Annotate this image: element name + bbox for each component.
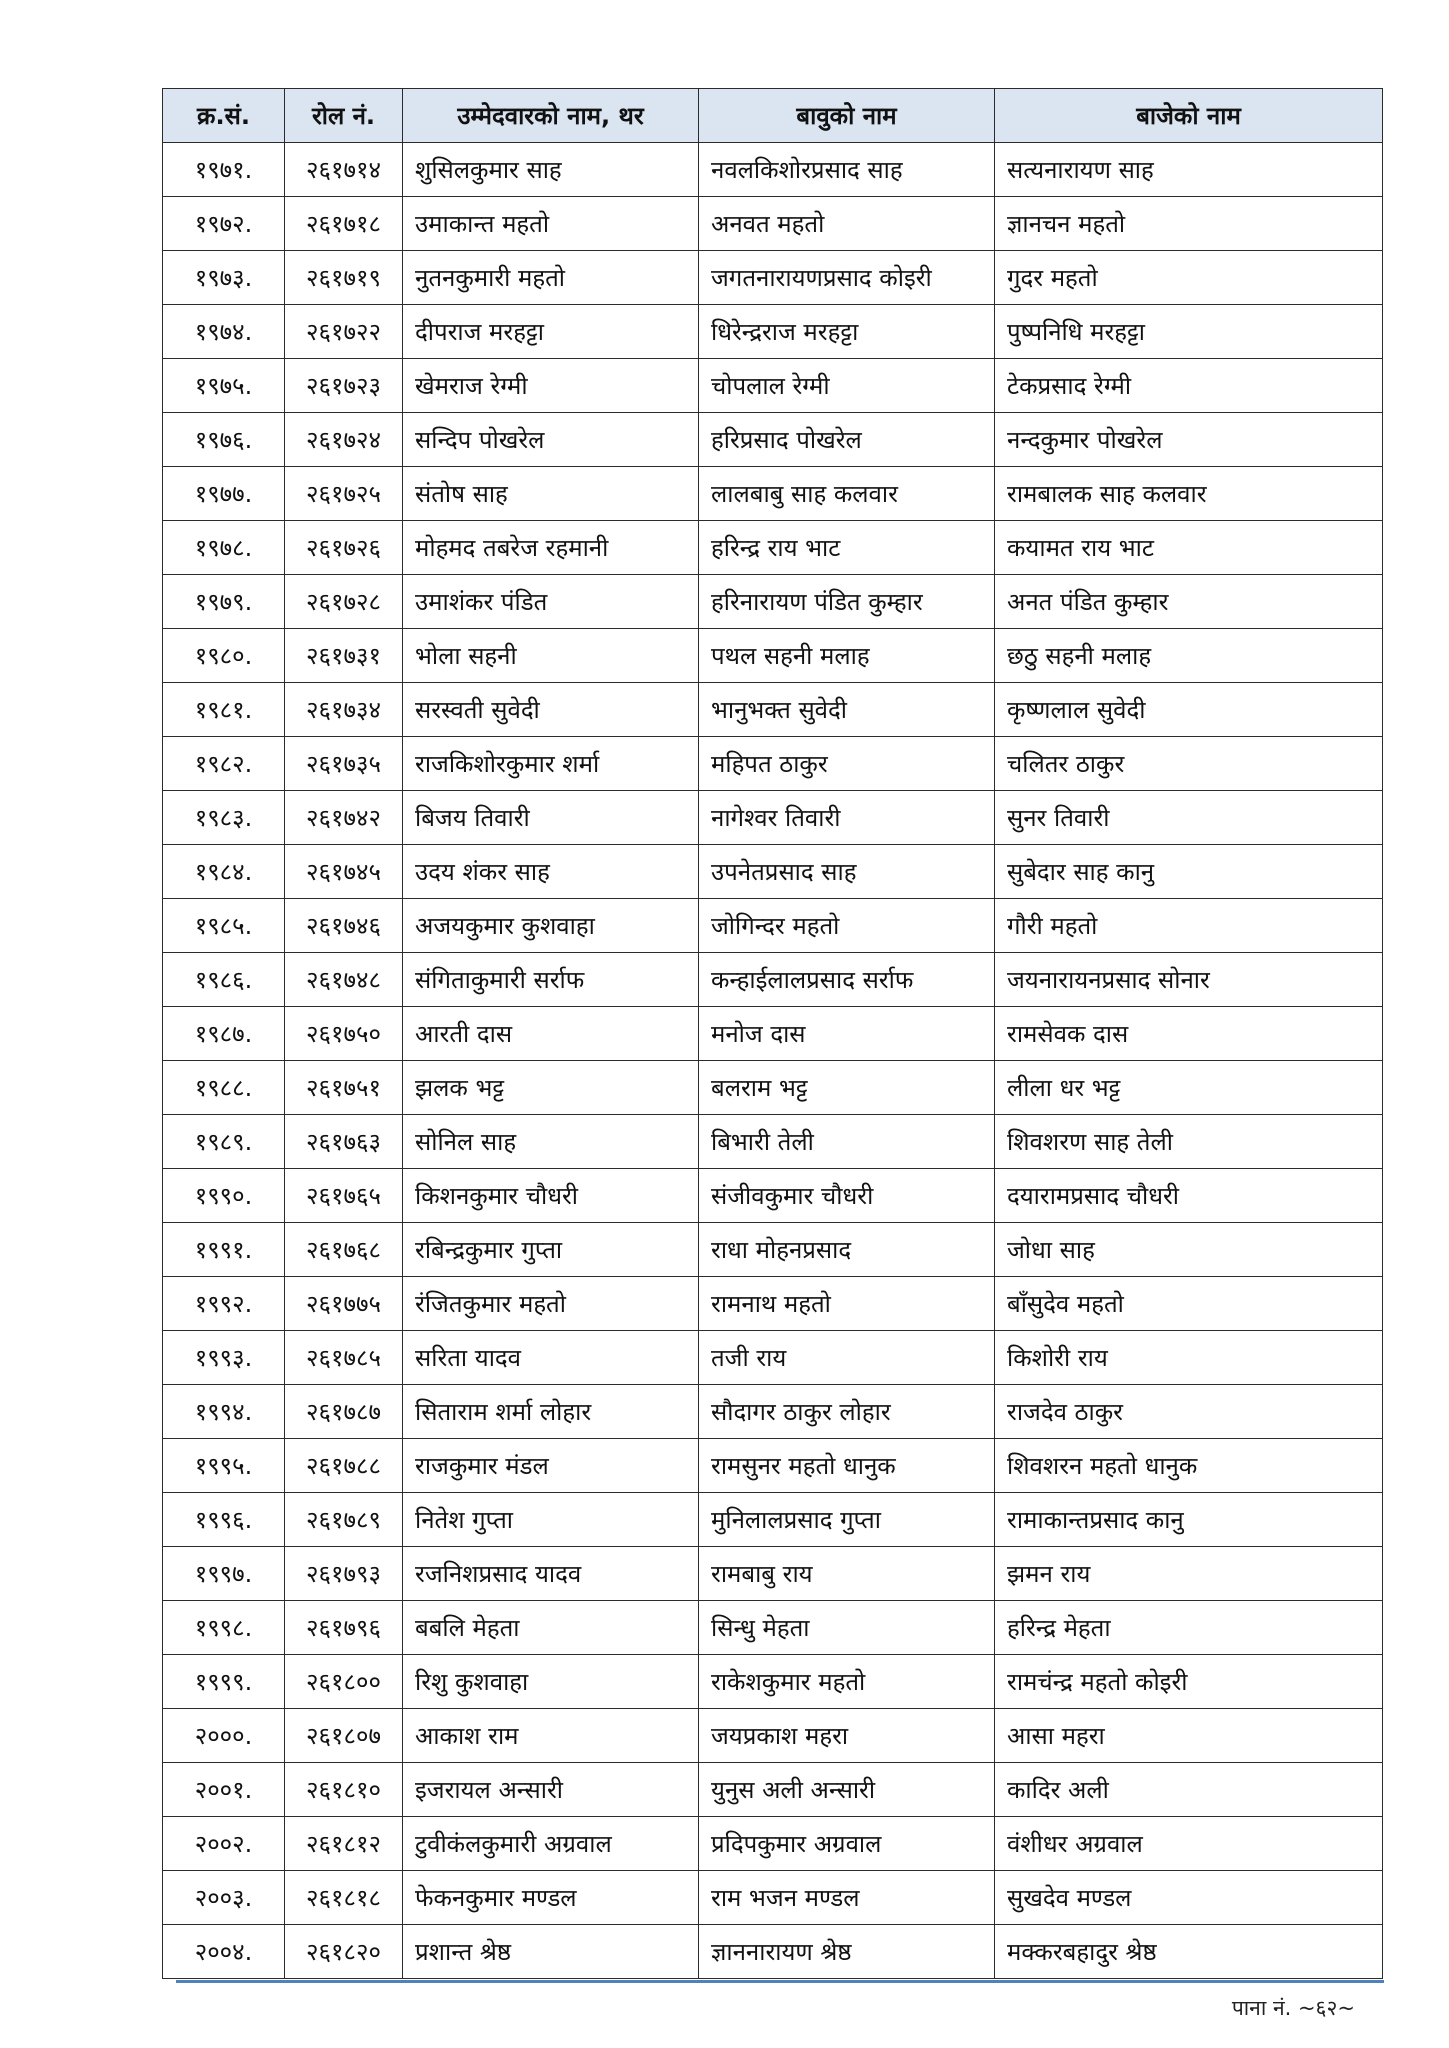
- table-row: [163, 1547, 1383, 1601]
- candidate-name-cell: बिजय तिवारी: [403, 791, 699, 845]
- serial-cell: १९९०.: [163, 1169, 285, 1223]
- father-name-cell: सिन्धु मेहता: [699, 1601, 995, 1655]
- father-name-cell: चोपलाल रेग्मी: [699, 359, 995, 413]
- serial-cell: १९८०.: [163, 629, 285, 683]
- candidate-name-cell: खेमराज रेग्मी: [403, 359, 699, 413]
- serial-cell: १९७४.: [163, 305, 285, 359]
- grandfather-name-cell: कादिर अली: [995, 1763, 1383, 1817]
- table-row: [163, 899, 1383, 953]
- grandfather-name-cell: रामाकान्तप्रसाद कानु: [995, 1493, 1383, 1547]
- roll-number-cell: २६१७८७: [285, 1385, 403, 1439]
- grandfather-name-cell: आसा महरा: [995, 1709, 1383, 1763]
- candidate-name-cell: दीपराज मरहट्टा: [403, 305, 699, 359]
- serial-cell: १९७३.: [163, 251, 285, 305]
- father-name-cell: रामबाबु राय: [699, 1547, 995, 1601]
- roll-number-cell: २६१७६८: [285, 1223, 403, 1277]
- table-row: [163, 1439, 1383, 1493]
- table-row: [163, 791, 1383, 845]
- roll-number-cell: २६१७६३: [285, 1115, 403, 1169]
- table-row: [163, 1601, 1383, 1655]
- candidate-name-cell: उमाकान्त महतो: [403, 197, 699, 251]
- table-row: [163, 359, 1383, 413]
- roll-number-cell: २६१७९६: [285, 1601, 403, 1655]
- roll-number-cell: २६१७२४: [285, 413, 403, 467]
- father-name-cell: सौदागर ठाकुर लोहार: [699, 1385, 995, 1439]
- father-name-cell: जगतनारायणप्रसाद कोइरी: [699, 251, 995, 305]
- candidate-name-cell: राजकिशोरकुमार शर्मा: [403, 737, 699, 791]
- grandfather-name-cell: रामसेवक दास: [995, 1007, 1383, 1061]
- father-name-cell: नागेश्वर तिवारी: [699, 791, 995, 845]
- father-name-cell: हरिप्रसाद पोखरेल: [699, 413, 995, 467]
- candidate-name-cell: बबलि मेहता: [403, 1601, 699, 1655]
- header-row: [163, 89, 1383, 143]
- serial-cell: १९८२.: [163, 737, 285, 791]
- father-name-cell: बिभारी तेली: [699, 1115, 995, 1169]
- father-name-cell: रामनाथ महतो: [699, 1277, 995, 1331]
- table-row: [163, 1709, 1383, 1763]
- serial-cell: १९८७.: [163, 1007, 285, 1061]
- candidate-name-cell: सिताराम शर्मा लोहार: [403, 1385, 699, 1439]
- roll-number-cell: २६१७२२: [285, 305, 403, 359]
- grandfather-name-cell: सुनर तिवारी: [995, 791, 1383, 845]
- father-name-cell: उपनेतप्रसाद साह: [699, 845, 995, 899]
- table-row: [163, 1277, 1383, 1331]
- table-row: [163, 1817, 1383, 1871]
- roll-number-cell: २६१७१९: [285, 251, 403, 305]
- table-row: [163, 845, 1383, 899]
- table-row: [163, 413, 1383, 467]
- header-father-name: बावुको नाम: [699, 89, 995, 143]
- candidate-name-cell: उमाशंकर पंडित: [403, 575, 699, 629]
- serial-cell: १९९६.: [163, 1493, 285, 1547]
- grandfather-name-cell: दयारामप्रसाद चौधरी: [995, 1169, 1383, 1223]
- candidate-name-cell: शुसिलकुमार साह: [403, 143, 699, 197]
- table-body: [163, 143, 1383, 1979]
- grandfather-name-cell: बाँसुदेव महतो: [995, 1277, 1383, 1331]
- page-number: पाना नं. ~६२~: [1231, 1996, 1355, 2020]
- father-name-cell: पथल सहनी मलाह: [699, 629, 995, 683]
- father-name-cell: धिरेन्द्रराज मरहट्टा: [699, 305, 995, 359]
- father-name-cell: हरिन्द्र राय भाट: [699, 521, 995, 575]
- grandfather-name-cell: राजदेव ठाकुर: [995, 1385, 1383, 1439]
- father-name-cell: मुनिलालप्रसाद गुप्ता: [699, 1493, 995, 1547]
- father-name-cell: ज्ञाननारायण श्रेष्ठ: [699, 1925, 995, 1979]
- father-name-cell: अनवत महतो: [699, 197, 995, 251]
- table-row: [163, 521, 1383, 575]
- table-row: [163, 737, 1383, 791]
- grandfather-name-cell: झमन राय: [995, 1547, 1383, 1601]
- table-row: [163, 197, 1383, 251]
- serial-cell: १९७९.: [163, 575, 285, 629]
- candidate-name-cell: मोहमद तबरेज रहमानी: [403, 521, 699, 575]
- grandfather-name-cell: मक्करबहादुर श्रेष्ठ: [995, 1925, 1383, 1979]
- table-row: [163, 1925, 1383, 1979]
- serial-cell: २००२.: [163, 1817, 285, 1871]
- father-name-cell: राधा मोहनप्रसाद: [699, 1223, 995, 1277]
- grandfather-name-cell: लीला धर भट्ट: [995, 1061, 1383, 1115]
- father-name-cell: तजी राय: [699, 1331, 995, 1385]
- father-name-cell: मनोज दास: [699, 1007, 995, 1061]
- grandfather-name-cell: हरिन्द्र मेहता: [995, 1601, 1383, 1655]
- candidate-name-cell: सरिता यादव: [403, 1331, 699, 1385]
- candidate-name-cell: सोनिल साह: [403, 1115, 699, 1169]
- roll-number-cell: २६१७८९: [285, 1493, 403, 1547]
- table-row: [163, 1493, 1383, 1547]
- table-row: [163, 575, 1383, 629]
- serial-cell: १९९२.: [163, 1277, 285, 1331]
- table-row: [163, 1385, 1383, 1439]
- roll-number-cell: २६१७८५: [285, 1331, 403, 1385]
- candidate-name-cell: रंजितकुमार महतो: [403, 1277, 699, 1331]
- roll-number-cell: २६१८१२: [285, 1817, 403, 1871]
- serial-cell: १९९४.: [163, 1385, 285, 1439]
- table-row: [163, 683, 1383, 737]
- father-name-cell: नवलकिशोरप्रसाद साह: [699, 143, 995, 197]
- roll-number-cell: २६१८१८: [285, 1871, 403, 1925]
- father-name-cell: बलराम भट्ट: [699, 1061, 995, 1115]
- father-name-cell: भानुभक्त सुवेदी: [699, 683, 995, 737]
- table-row: [163, 251, 1383, 305]
- grandfather-name-cell: सुबेदार साह कानु: [995, 845, 1383, 899]
- grandfather-name-cell: नन्दकुमार पोखरेल: [995, 413, 1383, 467]
- candidate-name-cell: झलक भट्ट: [403, 1061, 699, 1115]
- candidate-name-cell: सरस्वती सुवेदी: [403, 683, 699, 737]
- table-row: [163, 629, 1383, 683]
- table-row: [163, 1115, 1383, 1169]
- roll-number-cell: २६१७१८: [285, 197, 403, 251]
- serial-cell: १९७८.: [163, 521, 285, 575]
- candidate-name-cell: भोला सहनी: [403, 629, 699, 683]
- roll-number-cell: २६१७४२: [285, 791, 403, 845]
- candidate-name-cell: आकाश राम: [403, 1709, 699, 1763]
- father-name-cell: युनुस अली अन्सारी: [699, 1763, 995, 1817]
- roll-number-cell: २६१७२६: [285, 521, 403, 575]
- serial-cell: १९९५.: [163, 1439, 285, 1493]
- table-row: [163, 143, 1383, 197]
- serial-cell: १९७७.: [163, 467, 285, 521]
- roll-number-cell: २६१८०७: [285, 1709, 403, 1763]
- father-name-cell: रामसुनर महतो धानुक: [699, 1439, 995, 1493]
- grandfather-name-cell: पुष्पनिधि मरहट्टा: [995, 305, 1383, 359]
- serial-cell: १९८५.: [163, 899, 285, 953]
- roll-number-cell: २६१७३५: [285, 737, 403, 791]
- roll-number-cell: २६१७४६: [285, 899, 403, 953]
- roll-number-cell: २६१८००: [285, 1655, 403, 1709]
- candidate-name-cell: फेकनकुमार मण्डल: [403, 1871, 699, 1925]
- candidate-name-cell: रजनिशप्रसाद यादव: [403, 1547, 699, 1601]
- grandfather-name-cell: शिवशरण साह तेली: [995, 1115, 1383, 1169]
- table-row: [163, 1331, 1383, 1385]
- table-row: [163, 953, 1383, 1007]
- table-row: [163, 1763, 1383, 1817]
- serial-cell: १९९८.: [163, 1601, 285, 1655]
- serial-cell: १९७२.: [163, 197, 285, 251]
- grandfather-name-cell: कृष्णलाल सुवेदी: [995, 683, 1383, 737]
- candidate-name-cell: किशनकुमार चौधरी: [403, 1169, 699, 1223]
- grandfather-name-cell: ज्ञानचन महतो: [995, 197, 1383, 251]
- roll-number-cell: २६१७३१: [285, 629, 403, 683]
- grandfather-name-cell: किशोरी राय: [995, 1331, 1383, 1385]
- father-name-cell: हरिनारायण पंडित कुम्हार: [699, 575, 995, 629]
- serial-cell: १९८१.: [163, 683, 285, 737]
- table-row: [163, 1061, 1383, 1115]
- father-name-cell: लालबाबु साह कलवार: [699, 467, 995, 521]
- grandfather-name-cell: कयामत राय भाट: [995, 521, 1383, 575]
- serial-cell: २०००.: [163, 1709, 285, 1763]
- candidate-name-cell: सन्दिप पोखरेल: [403, 413, 699, 467]
- candidate-name-cell: टुवीकंलकुमारी अग्रवाल: [403, 1817, 699, 1871]
- serial-cell: १९८३.: [163, 791, 285, 845]
- table-row: [163, 305, 1383, 359]
- header-serial: क्र.सं.: [163, 89, 285, 143]
- candidate-name-cell: रबिन्द्रकुमार गुप्ता: [403, 1223, 699, 1277]
- father-name-cell: जोगिन्दर महतो: [699, 899, 995, 953]
- serial-cell: २००१.: [163, 1763, 285, 1817]
- grandfather-name-cell: जोधा साह: [995, 1223, 1383, 1277]
- serial-cell: १९७१.: [163, 143, 285, 197]
- candidate-name-cell: प्रशान्त श्रेष्ठ: [403, 1925, 699, 1979]
- serial-cell: १९८८.: [163, 1061, 285, 1115]
- candidate-table: [162, 88, 1383, 1979]
- roll-number-cell: २६१७७५: [285, 1277, 403, 1331]
- serial-cell: १९७६.: [163, 413, 285, 467]
- grandfather-name-cell: सत्यनारायण साह: [995, 143, 1383, 197]
- grandfather-name-cell: टेकप्रसाद रेग्मी: [995, 359, 1383, 413]
- candidate-name-cell: रिशु कुशवाहा: [403, 1655, 699, 1709]
- roll-number-cell: २६१७६५: [285, 1169, 403, 1223]
- father-name-cell: संजीवकुमार चौधरी: [699, 1169, 995, 1223]
- candidate-name-cell: नितेश गुप्ता: [403, 1493, 699, 1547]
- candidate-name-cell: इजरायल अन्सारी: [403, 1763, 699, 1817]
- serial-cell: २००४.: [163, 1925, 285, 1979]
- grandfather-name-cell: शिवशरन महतो धानुक: [995, 1439, 1383, 1493]
- header-roll-number: रोल नं.: [285, 89, 403, 143]
- roll-number-cell: २६१७९३: [285, 1547, 403, 1601]
- roll-number-cell: २६१७२८: [285, 575, 403, 629]
- father-name-cell: महिपत ठाकुर: [699, 737, 995, 791]
- grandfather-name-cell: रामचंन्द्र महतो कोइरी: [995, 1655, 1383, 1709]
- roll-number-cell: २६१७५१: [285, 1061, 403, 1115]
- roll-number-cell: २६१७५०: [285, 1007, 403, 1061]
- header-grandfather-name: बाजेको नाम: [995, 89, 1383, 143]
- table-row: [163, 1169, 1383, 1223]
- candidate-name-cell: उदय शंकर साह: [403, 845, 699, 899]
- candidate-name-cell: संतोष साह: [403, 467, 699, 521]
- serial-cell: १९७५.: [163, 359, 285, 413]
- serial-cell: १९८९.: [163, 1115, 285, 1169]
- roll-number-cell: २६१८२०: [285, 1925, 403, 1979]
- grandfather-name-cell: वंशीधर अग्रवाल: [995, 1817, 1383, 1871]
- roll-number-cell: २६१७१४: [285, 143, 403, 197]
- candidate-name-cell: संगिताकुमारी सर्राफ: [403, 953, 699, 1007]
- table-header: [163, 89, 1383, 143]
- serial-cell: १९९३.: [163, 1331, 285, 1385]
- candidate-name-cell: आरती दास: [403, 1007, 699, 1061]
- grandfather-name-cell: चलितर ठाकुर: [995, 737, 1383, 791]
- header-candidate-name: उम्मेदवारको नाम, थर: [403, 89, 699, 143]
- serial-cell: १९८६.: [163, 953, 285, 1007]
- table-row: [163, 1655, 1383, 1709]
- serial-cell: १९९१.: [163, 1223, 285, 1277]
- table-row: [163, 1007, 1383, 1061]
- roll-number-cell: २६१७८८: [285, 1439, 403, 1493]
- roll-number-cell: २६१८१०: [285, 1763, 403, 1817]
- grandfather-name-cell: अनत पंडित कुम्हार: [995, 575, 1383, 629]
- roll-number-cell: २६१७२३: [285, 359, 403, 413]
- grandfather-name-cell: रामबालक साह कलवार: [995, 467, 1383, 521]
- roll-number-cell: २६१७४८: [285, 953, 403, 1007]
- grandfather-name-cell: सुखदेव मण्डल: [995, 1871, 1383, 1925]
- serial-cell: १९९७.: [163, 1547, 285, 1601]
- serial-cell: २००३.: [163, 1871, 285, 1925]
- table-row: [163, 1871, 1383, 1925]
- grandfather-name-cell: छठु सहनी मलाह: [995, 629, 1383, 683]
- father-name-cell: जयप्रकाश महरा: [699, 1709, 995, 1763]
- roll-number-cell: २६१७३४: [285, 683, 403, 737]
- candidate-name-cell: नुतनकुमारी महतो: [403, 251, 699, 305]
- father-name-cell: राम भजन मण्डल: [699, 1871, 995, 1925]
- table-row: [163, 467, 1383, 521]
- grandfather-name-cell: गौरी महतो: [995, 899, 1383, 953]
- candidate-name-cell: अजयकुमार कुशवाहा: [403, 899, 699, 953]
- father-name-cell: प्रदिपकुमार अग्रवाल: [699, 1817, 995, 1871]
- footer-rule: [176, 1980, 1384, 1983]
- father-name-cell: कन्हाईलालप्रसाद सर्राफ: [699, 953, 995, 1007]
- grandfather-name-cell: जयनारायनप्रसाद सोनार: [995, 953, 1383, 1007]
- roll-number-cell: २६१७४५: [285, 845, 403, 899]
- grandfather-name-cell: गुदर महतो: [995, 251, 1383, 305]
- table-row: [163, 1223, 1383, 1277]
- roll-number-cell: २६१७२५: [285, 467, 403, 521]
- serial-cell: १९८४.: [163, 845, 285, 899]
- father-name-cell: राकेशकुमार महतो: [699, 1655, 995, 1709]
- candidate-name-cell: राजकुमार मंडल: [403, 1439, 699, 1493]
- serial-cell: १९९९.: [163, 1655, 285, 1709]
